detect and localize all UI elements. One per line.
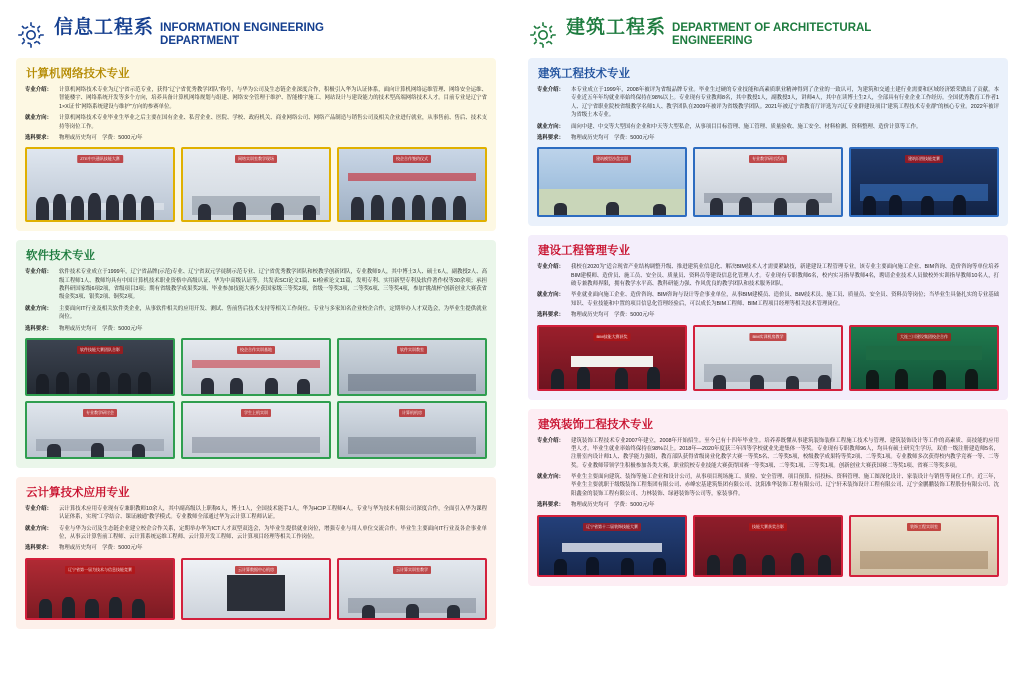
program-field: [25, 525, 487, 542]
field-value: 毕业就业面向施工企业、造价咨询、BIM咨询与设计等企事业单位，从事BIM建模员、造价员、BIM技术员、施工员、质量员、安全员、资料员等岗位；当毕业生具备扎实的专业基础知识、专业技能和中置的项目信息化管理经验后，可以成长为BIM工程师、BIM工程项目经理等相关技术管理岗位。: [571, 292, 999, 307]
field-label: 选科要求：: [25, 325, 52, 332]
program-field: [25, 134, 487, 142]
program-title: 计算机网络技术专业: [26, 68, 130, 80]
field-value: 软件技术专业成立于1999年，辽宁省品牌(示范)专业、辽宁省双元学徒制示范专业、辽宁省优秀教学团队和校教学创新团队，专业教师9人，其中博士3人、硕士6人，副教授2人、高级工程师1人、教师均具有中国计算机技术职业资格中高级认证、华为中高级认证等。共发表SCI论文1篇、EI检索论文11篇，发明专利、实用新型专利及软件著作权等30余项；承担教科研国家级6项2项，省级项目3项；期有省级教学成果奖2项、毕业参加技能大赛少获国家级三等奖2项，省级一等奖3项，二等奖6项、三等奖4项，参加“挑战杯”创新创业大赛获省级金奖3项、银奖2项、铜奖2项。: [59, 269, 487, 301]
photo: [537, 515, 687, 577]
department-column-architectural-engineering: [512, 0, 1024, 699]
photo: [693, 147, 843, 217]
photo-caption: 专业教学研讨会: [83, 409, 117, 417]
field-value: 面向中建、中交等大型国有企业和中天等大型私企，从事项目目标管理、施工管理、质量验收、施工安全、材料检测、资料整理、造价计算等工作。: [571, 123, 922, 130]
field-label: 专业介绍：: [25, 87, 52, 93]
program-field: [25, 544, 487, 552]
photo-strip: [25, 338, 487, 396]
field-value: 物理或历史均可 学费：5000元/年: [59, 134, 143, 141]
department-name-cn: 信息工程系: [54, 17, 155, 38]
photo: [337, 558, 487, 620]
field-value: 物理或历史均可 学费：5000元/年: [571, 312, 655, 319]
photo: [537, 147, 687, 217]
photo: [181, 401, 331, 459]
program-field: [25, 505, 487, 522]
program-title: 云计算技术应用专业: [26, 486, 130, 499]
gear-flower-logo-icon: [16, 20, 46, 50]
photo-caption: BIM实训机房教学: [749, 333, 786, 341]
field-value: 本专业成立于1999年，2008年被评为省级品牌专业。毕业生过硬的专业技能和高素质职业精神得到了企业的一致认可，为建筑和交通土建行业需要和区域经济繁荣做出了贡献。本专业近五年年均就业率始终保持在98%以上。专业现有专业教师8名，其中教授1人，副教授3人，讲师4人，其中在读博士生2人，全部具有行业企业工作经历。全国优秀教育工作者1人、辽宁省职业院校省级教学名师1人、教学团队在2009年被评为省级教学团队。2021年被辽宁省教育厅评选为兴辽专业群建设项目“建筑工程技术专业群”的核心专业。2022年被评为省级土木专业。: [571, 87, 999, 119]
department-name-en: INFORMATION ENGINEERING DEPARTMENT: [160, 22, 324, 48]
photo-caption: 大连三川建设集团校企合作: [897, 333, 951, 341]
department-header: [528, 18, 1008, 50]
photo: [693, 515, 843, 577]
photo: [849, 147, 999, 217]
photo-caption: 辽宁省第一届为技术与信息技能竞赛: [65, 566, 135, 574]
field-label: 选科要求：: [25, 545, 52, 552]
photo-caption: 学生上机实训: [241, 409, 271, 417]
field-label: 选科要求：: [537, 134, 564, 141]
photo-caption: 云计算实训室教学: [393, 566, 431, 574]
program-card: [528, 58, 1008, 226]
program-field: [25, 86, 487, 111]
photo-caption: 建筑识图技能竞赛: [905, 155, 943, 163]
program-field: [25, 325, 487, 333]
photo-caption: 建筑模型沙盘实训: [593, 155, 631, 163]
program-field: [537, 291, 999, 308]
field-value: 物理或历史均可 学费：5000元/年: [571, 134, 655, 141]
field-label: 就业方向：: [537, 474, 564, 480]
program-field: [25, 268, 487, 302]
photo: [337, 338, 487, 396]
program-card: [16, 240, 496, 468]
photo: [337, 147, 487, 222]
program-field: [537, 263, 999, 288]
field-label: 就业方向：: [537, 123, 564, 130]
photo: [25, 558, 175, 620]
photo: [181, 147, 331, 222]
field-value: 物理或历史均可 学费：5000元/年: [59, 325, 143, 332]
field-label: 选科要求：: [537, 312, 564, 319]
field-value: 物理或历史均可 学费：5000元/年: [59, 545, 143, 552]
field-value: 物理或历史均可 学费：5000元/年: [571, 502, 655, 509]
program-card: [16, 58, 496, 231]
photo: [337, 401, 487, 459]
program-title: 软件技术专业: [26, 250, 95, 263]
field-label: 专业介绍：: [537, 437, 564, 444]
program-card: [528, 409, 1008, 586]
field-label: 专业介绍：: [537, 87, 564, 93]
photo: [849, 515, 999, 577]
program-card: [16, 477, 496, 629]
photo: [25, 401, 175, 459]
photo-caption: 辽宁省第十二届装饰技能大赛: [583, 523, 641, 531]
field-value: 毕业生主要面向建筑、装饰等施工企业和设计公司，从事项目现场施工、质检、安全管理、项目预算、招投标、资料管理、施工图深化设计、家装设计与销售等岗位工作。近三年，毕业生主要就职于级级装饰工程集团有限公司、赤峰宏基建筑集团有限公司、沈阳准华装饰工程有限公司、辽宁轩禾装饰设计工程有限公司、辽宁金鹏鹏装饰工程股份有限公司、沈阳鑫金的装饰工程有限公司、力林装饰、绿港装饰等公司等，家装事件。: [571, 474, 999, 497]
field-label: 专业介绍：: [25, 269, 52, 276]
program-field: [537, 311, 999, 319]
field-label: 专业介绍：: [25, 505, 52, 512]
photo-caption: 计算机机房: [399, 409, 425, 417]
field-value: 主要面向IT行业及相关软件类企业，从事软件相关的应用开发、测试、售前售后技术支持等相关工作岗位。专业与多家知名企业校企合作，定期举办人才双选会，为毕业生提供就业岗位。: [59, 305, 487, 321]
program-field: [537, 437, 999, 471]
program-title: 建设工程管理专业: [538, 245, 630, 258]
program-field: [537, 134, 999, 142]
photo-caption: BIM技能大赛获奖: [593, 333, 630, 341]
field-label: 选科要求：: [25, 134, 52, 141]
program-field: [537, 473, 999, 498]
program-field: [25, 114, 487, 131]
field-value: 计算机网络技术专业毕业生毕业之后主要在国有企业、私营企业、医院、学校、政府机关、商业网络公司、网络产品制造与销售公司及相关企业进行就业，从事售前、售后、技术支持等岗位工作。: [59, 115, 487, 130]
photo-caption: 校企合作签约仪式: [393, 155, 431, 163]
program-field: [537, 501, 999, 509]
program-title: 建筑装饰工程技术专业: [538, 418, 653, 431]
photo-caption: 云计算数据中心机房: [235, 566, 277, 574]
field-label: 就业方向：: [25, 525, 52, 532]
photo: [25, 338, 175, 396]
photo-strip: [25, 401, 487, 459]
field-label: 选科要求：: [537, 502, 564, 509]
photo-strip: [25, 558, 487, 620]
photo: [693, 325, 843, 391]
field-label: 就业方向：: [537, 292, 564, 299]
field-value: 专业与华为公司及生态链企业建立校企合作关系，定期举办华为ICT人才双型双选会，为毕业生提供就业岗位，增强专业与用人单位交流合作。毕业生主要面向IT行业及各企事业单位，从事云计算售前工程师、云计算系统运维工程师、云计算开发工程师、云计算项目经理等相关工作岗位。: [59, 525, 487, 540]
field-label: 专业介绍：: [537, 264, 564, 271]
photo-caption: 软件实训教室: [397, 346, 427, 354]
photo: [849, 325, 999, 391]
photo-caption: 装饰工程实训室: [907, 523, 941, 531]
field-value: 计算机网络技术专业为辽宁省示范专业，获得“辽宁省优秀教学团队”称号，与华为公司及生态链企业深度合作，积极引入华为认证体系，面向计算机网络运维管理、网络安全运维、智能楼宇、网络系统开发等多个方向，培养具备计算机网络规划与组建、网络安全管理于维护、智能楼宇施工、网站设计与建设能力的技术型高端网络技术人才。目前专业是辽宁省1×X证书“网络系统建设与维护”方向的参赛单位。: [59, 87, 487, 110]
department-name-en: DEPARTMENT OF ARCHITECTURAL ENGINEERING: [672, 22, 872, 48]
field-label: 就业方向：: [25, 115, 52, 122]
field-label: 就业方向：: [25, 305, 52, 312]
photo: [181, 338, 331, 396]
program-field: [537, 123, 999, 131]
photo-caption: 技能大赛获奖合影: [749, 523, 787, 531]
photo: [181, 558, 331, 620]
photo-strip: [25, 147, 487, 222]
photo-caption: 网络实训室教学现场: [235, 155, 277, 163]
photo: [537, 325, 687, 391]
photo: [25, 147, 175, 222]
department-header: [16, 18, 496, 50]
field-value: 我校在2020为“适合现省产业结构调整升级、推进建筑业信息化、解决BIM技术人才需要紧缺技，新建建设工程管理专业，该专业主要面向施工企业、BIM咨询、造价咨询等单位培养BIM建模师、造价员、施工员、安全员、质量员、资料员等建设信息化管理人才。专业现有专职教师6名，校内实习指导教师4名，聘请企业技术人员做校外实训指导教师10名人，打破专兼教师界限，拥有教学水平高、教科研能力强、作风优良的教学团队和技术服务团队。: [571, 264, 999, 287]
photo-strip: [537, 515, 999, 577]
program-field: [537, 86, 999, 120]
field-value: 建筑装饰工程技术专业2007年建立，2008年开始招生。至今已有十四年毕业生。培养养既懂从事建筑装饰装修工程施工技术与管理、建筑装饰设计等工作的高素质、高技能的应用型人才。毕业生就业率始终保持在98%以上。2018年—2020年度获三年四等学校就业先进集体一等奖。专业现有专职教师96人，均具有硕士研究生学历，双重一级注册建造师5名，注册室内设计师1人、教学能力强组，教育部队获得省级岗业化教学大赛一等奖5名、二等奖5项，校级教学成果特等奖2项、二等奖1项。专业教师多次获得校内教学竞赛一等、二等奖。专业教师带领学生积极参加各类大赛，职业院校专业技能大赛获得国赛一等奖3项、二等奖1项、三等奖1项。创新创业大赛获国赛二等奖1项、省赛三等奖多项。: [571, 437, 999, 469]
program-title: 建筑工程技术专业: [538, 68, 630, 80]
photo-strip: [537, 147, 999, 217]
photo-strip: [537, 325, 999, 391]
gear-flower-logo-icon: [528, 20, 558, 50]
program-field: [25, 305, 487, 322]
photo-caption: 软件技能大赛团队合影: [77, 346, 123, 354]
field-value: 云计算技术应用专业现有专兼职教师10余人，其中副高级以上职称6人，博士1人，全国技术能手1人，华为HCIP工程师4人，专业与华为技术有限公司深度合作，全面引入华为课程认证体系，实现“工学结合、课证融通”教学模式。专业教师全部通过华为云计算工程师认证。: [59, 505, 487, 521]
photo-caption: ZTE中兴通讯技能大赛: [77, 155, 123, 163]
department-name-cn: 建筑工程系: [566, 17, 667, 38]
program-card: [528, 235, 1008, 399]
photo-caption: 专业教学研讨活动: [749, 155, 787, 163]
photo-caption: 校企合作实训基地: [237, 346, 275, 354]
